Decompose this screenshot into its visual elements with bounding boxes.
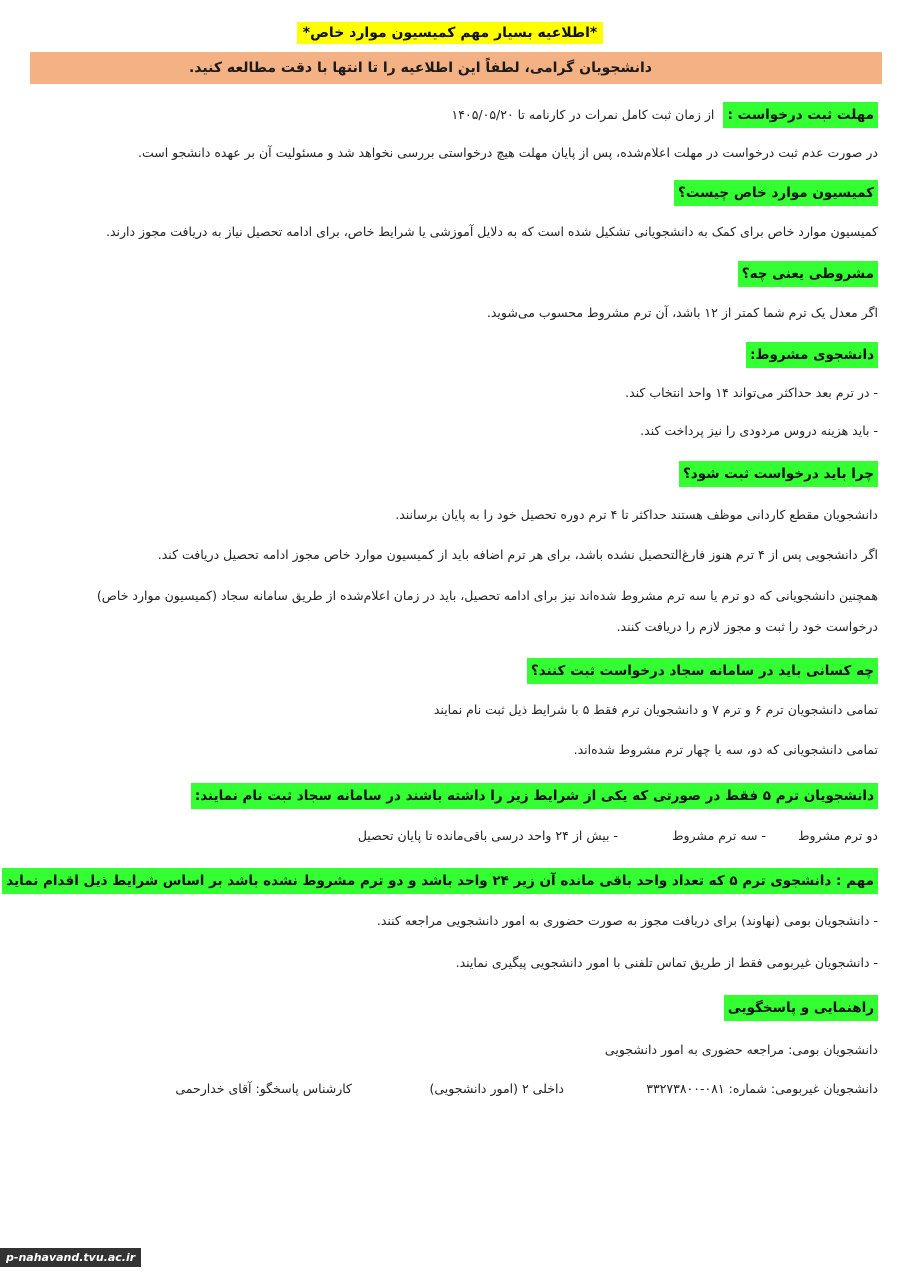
guide-extension: داخلی ۲ (امور دانشجویی) [429,1081,564,1096]
important-item-1: - دانشجویان بومی (نهاوند) برای دریافت مجوز به صورت حضوری به امور دانشجویی مراجعه کنند. [376,913,878,928]
deadline-text: از زمان ثبت کامل نمرات در کارنامه تا ۱۴۰۵/۰۵/۲۰ [451,107,715,122]
who-heading: چه کسانی باید در سامانه سجاد درخواست ثبت کنند؟ [527,658,878,684]
what-heading: کمیسیون موارد خاص چیست؟ [674,180,878,206]
guide-heading: راهنمایی و پاسخگویی [724,995,878,1021]
who-line-1: تمامی دانشجویان ترم ۶ و ترم ۷ و دانشجویان ترم فقط ۵ با شرایط ذیل ثبت نام نمایند [433,702,878,717]
probation-heading: مشروطی یعنی چه؟ [738,261,878,287]
why-p2: اگر دانشجویی پس از ۴ ترم هنوز فارغ‌التحصیل نشده باشد، برای هر ترم اضافه باید از کمیسیون موارد خاص مجوز ادامه تحصیل دریافت کند. [157,547,878,562]
probation-student-heading: دانشجوی مشروط: [746,342,878,368]
what-text: کمیسیون موارد خاص برای کمک به دانشجویانی تشکیل شده است که به دلایل آموزشی یا شرایط خاص، برای ادامه تحصیل نیاز به دریافت مجوز دارند. [105,224,878,239]
term5-heading: دانشجویان ترم ۵ فقط در صورتی که یکی از شرایط زیر را داشته باشند در سامانه سجاد ثبت نام نمایند: [191,783,878,809]
why-p3b: درخواست خود را ثبت و مجوز لازم را دریافت کنند. [616,619,878,634]
site-url-tag: p-nahavand.tvu.ac.ir [0,1248,141,1267]
term5-condition-3: - بیش از ۲۴ واحد درسی باقی‌مانده تا پایان تحصیل [357,828,618,843]
notice-banner: دانشجویان گرامی، لطفاً این اطلاعیه را تا انتها با دقت مطالعه کنید. [30,52,882,84]
deadline-row [452,102,878,128]
term5-condition-1: دو ترم مشروط [797,828,878,843]
notice-title: *اطلاعیه بسیار مهم کمیسیون موارد خاص* [297,22,603,44]
probation-item-2: - باید هزینه دروس مردودی را نیز پرداخت کند. [640,423,878,438]
probation-item-1: - در ترم بعد حداکثر می‌تواند ۱۴ واحد انتخاب کند. [625,385,878,400]
probation-text: اگر معدل یک ترم شما کمتر از ۱۲ باشد، آن ترم مشروط محسوب می‌شوید. [486,305,878,320]
guide-nonlocal-phone: دانشجویان غیربومی: شماره: ۰۸۱-۳۳۲۷۳۸۰۰ [646,1081,878,1096]
deadline-heading: مهلت ثبت درخواست : [723,102,878,128]
deadline-note: در صورت عدم ثبت درخواست در مهلت اعلام‌شده، پس از پایان مهلت هیچ درخواستی بررسی نخواهد شد و مسئولیت آن بر عهده دانشجو است. [138,145,878,160]
why-p3a: همچنین دانشجویانی که دو ترم یا سه ترم مشروط شده‌اند نیز برای ادامه تحصیل، باید در زمان اعلام‌شده از طریق سامانه سجاد (کمیسیون موارد خاص) [96,588,878,603]
why-heading: چرا باید درخواست ثبت شود؟ [679,461,878,487]
important-item-2: - دانشجویان غیربومی فقط از طریق تماس تلفنی با امور دانشجویی پیگیری نمایند. [455,955,878,970]
guide-local: دانشجویان بومی: مراجعه حضوری به امور دانشجویی [604,1042,878,1057]
who-line-2: تمامی دانشجویانی که دو، سه یا چهار ترم مشروط شده‌اند. [573,742,878,757]
why-p1: دانشجویان مقطع کاردانی موظف هستند حداکثر تا ۴ ترم دوره تحصیل خود را به پایان برسانند. [395,507,878,522]
guide-expert: کارشناس پاسخگو: آقای خدارحمی [175,1081,352,1096]
important-heading: مهم : دانشجوی ترم ۵ که تعداد واحد باقی مانده آن زیر ۲۴ واحد باشد و دو ترم مشروط نشده باشد بر اساس شرایط ذیل اقدام نماید [2,868,878,894]
title-row [0,22,900,44]
term5-condition-2: - سه ترم مشروط [671,828,766,843]
